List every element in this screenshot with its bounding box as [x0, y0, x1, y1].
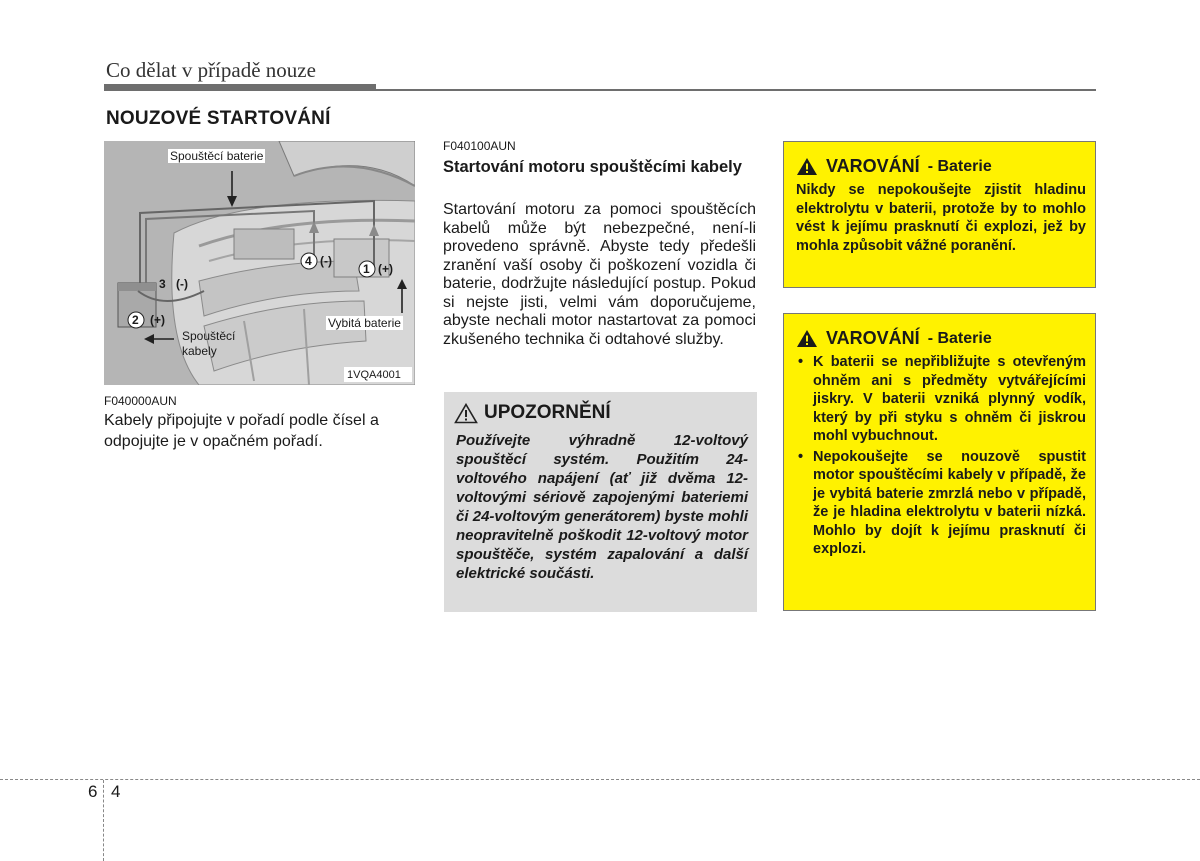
caution-box — [444, 392, 757, 612]
jump-start-illustration — [104, 141, 415, 385]
caution-triangle-icon — [454, 403, 478, 424]
instruction-paragraph: Startování motoru za pomoci spouštěcích kabelů může být nebezpečné, není-li provedeno správně. Abyste tedy předešli zranění vaší osoby či poškození vozidla či baterie, dodržujte následující postup. Pokud si nejste jisti, velmi vám doporučujeme, abyste nechali motor nastartovat za pomoci zkušeného technika či odtahové služby. — [443, 201, 756, 348]
section-reference: F040100AUN — [443, 139, 516, 153]
chapter-title: Co dělat v případě nouze — [106, 58, 316, 82]
figure-code: 1VQA4001 — [347, 369, 401, 381]
warning-title — [796, 156, 992, 177]
label-jumper-cables — [182, 329, 235, 359]
callout-2-number: 2 — [132, 313, 139, 327]
warning-list-item: • K baterii se nepřibližujte s otevřeným ohněm ani s předměty vytvářejícími jiskry. V baterii vzniká plynný vodík, který by při styku s ohněm či jiskrou mohl vybuchnout. — [796, 353, 1086, 446]
label-dead-battery: Vybitá baterie — [328, 316, 401, 330]
warning-subtitle: - Baterie — [927, 329, 992, 347]
callout-3-sign: (-) — [176, 277, 188, 291]
callout-2-sign: (+) — [150, 313, 165, 327]
warning-title — [796, 328, 992, 349]
callout-4-sign: (-) — [320, 254, 332, 268]
figure-reference: F040000AUN — [104, 394, 177, 408]
page-number: 4 — [111, 782, 121, 801]
warning-box-electrolyte — [783, 141, 1096, 288]
label-cables-line1: Spouštěcí — [182, 329, 236, 343]
warning-text: Nikdy se nepokoušejte zjistit hladinu elektrolytu v baterii, protože by to mohlo vést k jejímu prasknutí či explozi, jež by mohla způsobit vážné poranění. — [796, 182, 1086, 254]
figure-caption: Kabely připojujte v pořadí podle čísel a odpojujte je v opačném pořadí. — [104, 412, 379, 450]
callout-3-number: 3 — [159, 277, 166, 291]
header-rule — [104, 89, 1096, 91]
caution-title-text: UPOZORNĚNÍ — [484, 402, 611, 423]
warning-subtitle: - Baterie — [927, 157, 992, 175]
warning-list — [796, 353, 1086, 559]
warning-title-text: VAROVÁNÍ — [826, 328, 920, 348]
warning-triangle-icon — [796, 157, 818, 176]
section-title: NOUZOVÉ STARTOVÁNÍ — [106, 108, 331, 129]
footer-dashed-divider — [103, 780, 104, 861]
caution-title — [454, 402, 611, 424]
warning-title-text: VAROVÁNÍ — [826, 156, 920, 176]
footer-dashed-rule — [0, 779, 1200, 780]
caution-text: Používejte výhradně 12-voltový spouštěcí systém. Použitím 24-voltového napájení (ať již dvěma 12-voltovými sériově zapojenými bateriemi či 24-voltovým generátorem) byste mohli neopravitelně poškodit 12-voltový motor spouštěče, systém zapalování a další elektrické součásti. — [456, 432, 748, 582]
callout-1-number: 1 — [363, 262, 370, 276]
warning-list-container — [796, 353, 1086, 561]
chapter-number: 6 — [88, 782, 98, 801]
label-cables-line2: kabely — [182, 344, 217, 358]
subsection-heading: Startování motoru spouštěcími kabely — [443, 158, 742, 176]
warning-list-item: • Nepokoušejte se nouzově spustit motor spouštěcími kabely v případě, že je vybitá baterie zmrzlá nebo v případě, že je hladina elektrolytu v baterii nízká. Mohlo by dojít k jejímu prasknutí či explozi. — [796, 448, 1086, 559]
label-donor-battery: Spouštěcí baterie — [170, 149, 264, 163]
warning-triangle-icon — [796, 329, 818, 348]
callout-1-sign: (+) — [378, 262, 393, 276]
warning-box-hydrogen — [783, 313, 1096, 611]
callout-4-number: 4 — [305, 254, 312, 268]
